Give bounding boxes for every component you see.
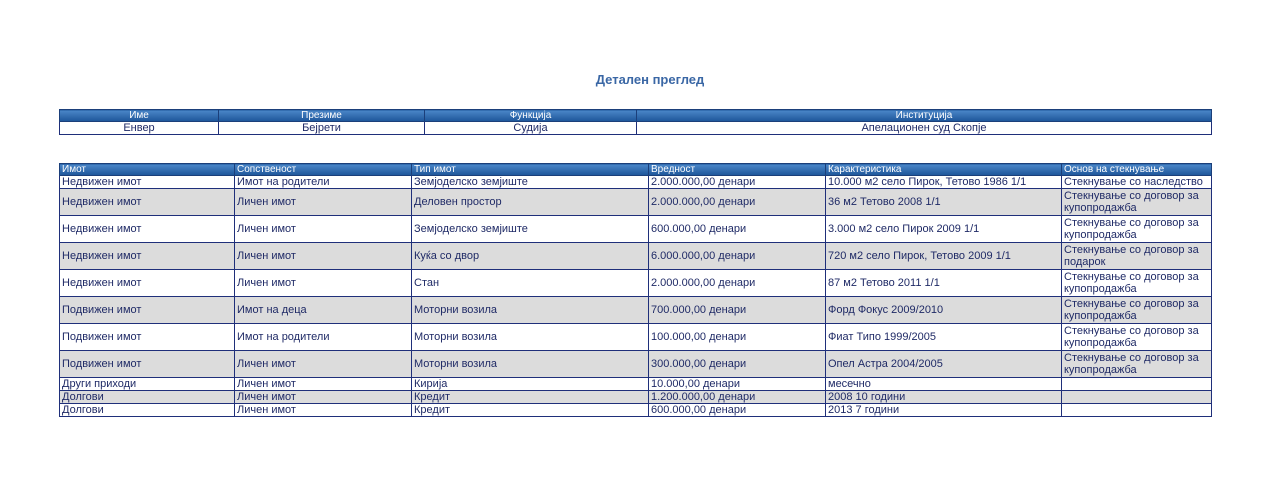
- asset-cell: Недвижен имот: [60, 243, 235, 270]
- characteristic-cell: Фиат Типо 1999/2005: [826, 324, 1062, 351]
- acquisition-cell: [1062, 391, 1212, 404]
- table-row: [60, 189, 1212, 216]
- first-name-cell: Енвер: [60, 122, 219, 135]
- last-name-cell: Бејрети: [219, 122, 425, 135]
- table-row: [60, 176, 1212, 189]
- acquisition-cell: Стекнување со договор за купопродажба: [1062, 351, 1212, 378]
- header-last-name: Презиме: [219, 110, 425, 122]
- asset-cell: Други приходи: [60, 378, 235, 391]
- ownership-cell: Имот на родители: [235, 324, 412, 351]
- asset-type-cell: Кредит: [412, 391, 649, 404]
- ownership-cell: Личен имот: [235, 243, 412, 270]
- value-cell: 700.000,00 денари: [649, 297, 826, 324]
- ownership-cell: Личен имот: [235, 270, 412, 297]
- acquisition-cell: [1062, 378, 1212, 391]
- asset-type-cell: Моторни возила: [412, 324, 649, 351]
- asset-cell: Недвижен имот: [60, 189, 235, 216]
- header-asset-type: Тип имот: [412, 164, 649, 176]
- asset-type-cell: Земјоделско земјиште: [412, 176, 649, 189]
- characteristic-cell: 10.000 м2 село Пирок, Тетово 1986 1/1: [826, 176, 1062, 189]
- acquisition-cell: Стекнување со договор за купопродажба: [1062, 216, 1212, 243]
- value-cell: 600.000,00 денари: [649, 216, 826, 243]
- acquisition-cell: Стекнување со договор за купопродажба: [1062, 297, 1212, 324]
- table-row: [60, 243, 1212, 270]
- ownership-cell: Личен имот: [235, 216, 412, 243]
- acquisition-cell: Стекнување со договор за купопродажба: [1062, 270, 1212, 297]
- value-cell: 1.200.000,00 денари: [649, 391, 826, 404]
- characteristic-cell: 2008 10 години: [826, 391, 1062, 404]
- asset-type-cell: Моторни возила: [412, 351, 649, 378]
- characteristic-cell: 720 м2 село Пирок, Тетово 2009 1/1: [826, 243, 1062, 270]
- table-row: [60, 270, 1212, 297]
- value-cell: 10.000,00 денари: [649, 378, 826, 391]
- characteristic-cell: Форд Фокус 2009/2010: [826, 297, 1062, 324]
- asset-cell: Долгови: [60, 391, 235, 404]
- value-cell: 2.000.000,00 денари: [649, 189, 826, 216]
- characteristic-cell: 2013 7 години: [826, 404, 1062, 417]
- table-row: [60, 324, 1212, 351]
- asset-cell: Недвижен имот: [60, 270, 235, 297]
- value-cell: 2.000.000,00 денари: [649, 176, 826, 189]
- table-row: [60, 297, 1212, 324]
- header-ownership: Сопственост: [235, 164, 412, 176]
- value-cell: 100.000,00 денари: [649, 324, 826, 351]
- characteristic-cell: 36 м2 Тетово 2008 1/1: [826, 189, 1062, 216]
- official-row: [60, 122, 1212, 135]
- institution-cell: Апелационен суд Скопје: [637, 122, 1212, 135]
- acquisition-cell: Стекнување со договор за купопродажба: [1062, 324, 1212, 351]
- header-asset: Имот: [60, 164, 235, 176]
- asset-cell: Долгови: [60, 404, 235, 417]
- header-first-name: Име: [60, 110, 219, 122]
- table-row: [60, 216, 1212, 243]
- value-cell: 6.000.000,00 денари: [649, 243, 826, 270]
- asset-type-cell: Деловен простор: [412, 189, 649, 216]
- acquisition-cell: Стекнување со договор за подарок: [1062, 243, 1212, 270]
- characteristic-cell: месечно: [826, 378, 1062, 391]
- asset-type-cell: Моторни возила: [412, 297, 649, 324]
- asset-cell: Подвижен имот: [60, 351, 235, 378]
- value-cell: 600.000,00 денари: [649, 404, 826, 417]
- header-characteristic: Карактеристика: [826, 164, 1062, 176]
- asset-cell: Подвижен имот: [60, 297, 235, 324]
- table-row: [60, 351, 1212, 378]
- characteristic-cell: 3.000 м2 село Пирок 2009 1/1: [826, 216, 1062, 243]
- characteristic-cell: 87 м2 Тетово 2011 1/1: [826, 270, 1062, 297]
- value-cell: 300.000,00 денари: [649, 351, 826, 378]
- acquisition-cell: Стекнување со договор за купопродажба: [1062, 189, 1212, 216]
- header-value: Вредност: [649, 164, 826, 176]
- header-function: Функција: [425, 110, 637, 122]
- ownership-cell: Личен имот: [235, 351, 412, 378]
- function-cell: Судија: [425, 122, 637, 135]
- ownership-cell: Личен имот: [235, 189, 412, 216]
- table-row: [60, 391, 1212, 404]
- assets-table: [59, 163, 1212, 417]
- acquisition-cell: Стекнување со наследство: [1062, 176, 1212, 189]
- table-row: [60, 378, 1212, 391]
- header-institution: Институција: [637, 110, 1212, 122]
- official-info-table: [59, 109, 1212, 135]
- header-acquisition-basis: Основ на стекнување: [1062, 164, 1212, 176]
- asset-type-cell: Кирија: [412, 378, 649, 391]
- ownership-cell: Личен имот: [235, 378, 412, 391]
- ownership-cell: Имот на деца: [235, 297, 412, 324]
- asset-cell: Недвижен имот: [60, 216, 235, 243]
- ownership-cell: Имот на родители: [235, 176, 412, 189]
- asset-type-cell: Земјоделско земјиште: [412, 216, 649, 243]
- asset-type-cell: Куќа со двор: [412, 243, 649, 270]
- asset-type-cell: Кредит: [412, 404, 649, 417]
- asset-type-cell: Стан: [412, 270, 649, 297]
- value-cell: 2.000.000,00 денари: [649, 270, 826, 297]
- asset-cell: Подвижен имот: [60, 324, 235, 351]
- table-row: [60, 404, 1212, 417]
- ownership-cell: Личен имот: [235, 404, 412, 417]
- asset-cell: Недвижен имот: [60, 176, 235, 189]
- assets-header-row: [60, 164, 1212, 176]
- official-header-row: [60, 110, 1212, 122]
- characteristic-cell: Опел Астра 2004/2005: [826, 351, 1062, 378]
- ownership-cell: Личен имот: [235, 391, 412, 404]
- acquisition-cell: [1062, 404, 1212, 417]
- page-title: Детален преглед: [595, 72, 705, 87]
